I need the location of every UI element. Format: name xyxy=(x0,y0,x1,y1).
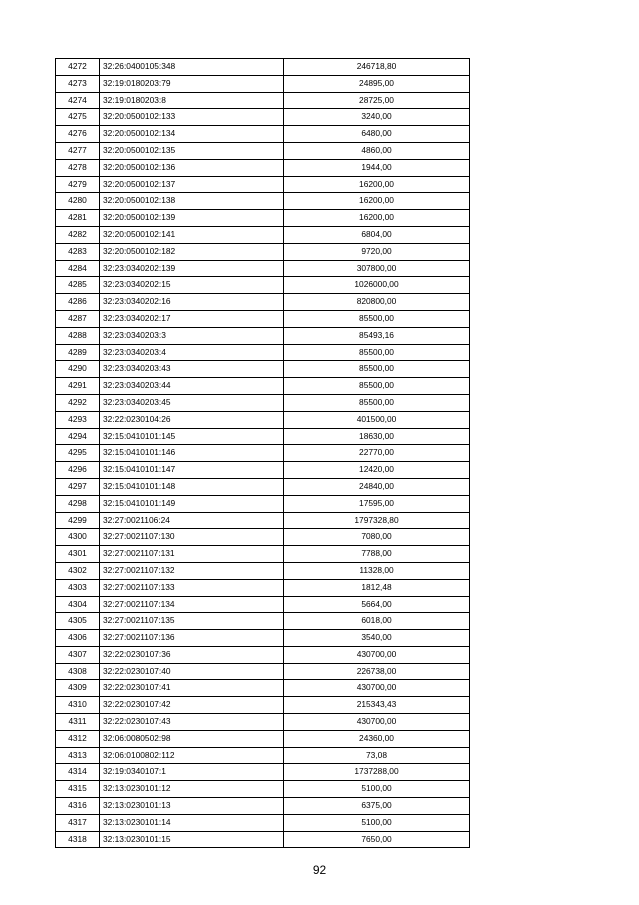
row-number-cell: 4281 xyxy=(56,210,100,227)
cadastral-number-cell: 32:23:0340202:15 xyxy=(100,277,284,294)
row-number-cell: 4312 xyxy=(56,730,100,747)
table-row xyxy=(56,730,470,747)
value-cell: 16200,00 xyxy=(284,210,470,227)
table-row xyxy=(56,529,470,546)
cadastral-number-cell: 32:27:0021107:134 xyxy=(100,596,284,613)
value-cell: 430700,00 xyxy=(284,714,470,731)
table-row xyxy=(56,495,470,512)
value-cell: 16200,00 xyxy=(284,176,470,193)
row-number-cell: 4289 xyxy=(56,344,100,361)
table-row xyxy=(56,92,470,109)
cadastral-number-cell: 32:27:0021107:135 xyxy=(100,613,284,630)
value-cell: 9720,00 xyxy=(284,243,470,260)
cadastral-number-cell: 32:15:0410101:146 xyxy=(100,445,284,462)
row-number-cell: 4293 xyxy=(56,411,100,428)
table-row xyxy=(56,210,470,227)
value-cell: 820800,00 xyxy=(284,294,470,311)
cadastral-number-cell: 32:26:0400105:348 xyxy=(100,59,284,76)
table-row xyxy=(56,277,470,294)
value-cell: 1737288,00 xyxy=(284,764,470,781)
table-row xyxy=(56,562,470,579)
row-number-cell: 4276 xyxy=(56,126,100,143)
row-number-cell: 4304 xyxy=(56,596,100,613)
cadastral-number-cell: 32:20:0500102:141 xyxy=(100,226,284,243)
table-row xyxy=(56,512,470,529)
row-number-cell: 4298 xyxy=(56,495,100,512)
cadastral-number-cell: 32:22:0230107:43 xyxy=(100,714,284,731)
table-row xyxy=(56,646,470,663)
table-row xyxy=(56,596,470,613)
cadastral-number-cell: 32:15:0410101:149 xyxy=(100,495,284,512)
cadastral-number-cell: 32:23:0340202:17 xyxy=(100,310,284,327)
cadastral-number-cell: 32:13:0230101:15 xyxy=(100,831,284,848)
row-number-cell: 4273 xyxy=(56,75,100,92)
row-number-cell: 4318 xyxy=(56,831,100,848)
value-cell: 430700,00 xyxy=(284,680,470,697)
cadastral-number-cell: 32:15:0410101:147 xyxy=(100,462,284,479)
table-row xyxy=(56,814,470,831)
row-number-cell: 4314 xyxy=(56,764,100,781)
value-cell: 3540,00 xyxy=(284,630,470,647)
table-row xyxy=(56,294,470,311)
value-cell: 6804,00 xyxy=(284,226,470,243)
row-number-cell: 4299 xyxy=(56,512,100,529)
cadastral-number-cell: 32:20:0500102:182 xyxy=(100,243,284,260)
table-row xyxy=(56,697,470,714)
value-cell: 4860,00 xyxy=(284,142,470,159)
row-number-cell: 4287 xyxy=(56,310,100,327)
value-cell: 18630,00 xyxy=(284,428,470,445)
table-row xyxy=(56,193,470,210)
table-row xyxy=(56,310,470,327)
row-number-cell: 4301 xyxy=(56,546,100,563)
row-number-cell: 4300 xyxy=(56,529,100,546)
row-number-cell: 4279 xyxy=(56,176,100,193)
row-number-cell: 4317 xyxy=(56,814,100,831)
value-cell: 85500,00 xyxy=(284,378,470,395)
value-cell: 7080,00 xyxy=(284,529,470,546)
cadastral-number-cell: 32:22:0230107:41 xyxy=(100,680,284,697)
value-cell: 6375,00 xyxy=(284,798,470,815)
table-row xyxy=(56,378,470,395)
value-cell: 1026000,00 xyxy=(284,277,470,294)
cadastral-number-cell: 32:23:0340203:44 xyxy=(100,378,284,395)
row-number-cell: 4274 xyxy=(56,92,100,109)
table-row xyxy=(56,781,470,798)
cadastral-number-cell: 32:20:0500102:133 xyxy=(100,109,284,126)
cadastral-number-cell: 32:13:0230101:14 xyxy=(100,814,284,831)
cadastral-number-cell: 32:27:0021107:136 xyxy=(100,630,284,647)
cadastral-number-cell: 32:27:0021107:131 xyxy=(100,546,284,563)
table-row xyxy=(56,109,470,126)
table-row xyxy=(56,159,470,176)
value-cell: 1797328,80 xyxy=(284,512,470,529)
value-cell: 73,08 xyxy=(284,747,470,764)
value-cell: 6480,00 xyxy=(284,126,470,143)
cadastral-number-cell: 32:22:0230107:40 xyxy=(100,663,284,680)
row-number-cell: 4282 xyxy=(56,226,100,243)
table-row xyxy=(56,243,470,260)
cadastral-number-cell: 32:19:0180203:8 xyxy=(100,92,284,109)
cadastral-number-cell: 32:20:0500102:134 xyxy=(100,126,284,143)
table-row xyxy=(56,260,470,277)
row-number-cell: 4291 xyxy=(56,378,100,395)
cadastral-number-cell: 32:15:0410101:148 xyxy=(100,478,284,495)
value-cell: 3240,00 xyxy=(284,109,470,126)
table-row xyxy=(56,428,470,445)
value-cell: 215343,43 xyxy=(284,697,470,714)
table-row xyxy=(56,394,470,411)
value-cell: 430700,00 xyxy=(284,646,470,663)
table-row xyxy=(56,630,470,647)
value-cell: 1944,00 xyxy=(284,159,470,176)
cadastral-number-cell: 32:20:0500102:135 xyxy=(100,142,284,159)
row-number-cell: 4315 xyxy=(56,781,100,798)
value-cell: 6018,00 xyxy=(284,613,470,630)
table-row xyxy=(56,126,470,143)
row-number-cell: 4308 xyxy=(56,663,100,680)
table-row xyxy=(56,142,470,159)
cadastral-number-cell: 32:06:0100802:112 xyxy=(100,747,284,764)
table-row xyxy=(56,680,470,697)
row-number-cell: 4310 xyxy=(56,697,100,714)
page-number: 92 xyxy=(312,863,327,877)
value-cell: 24840,00 xyxy=(284,478,470,495)
table-row xyxy=(56,831,470,848)
table-row xyxy=(56,361,470,378)
cadastral-number-cell: 32:06:0080502:98 xyxy=(100,730,284,747)
value-cell: 401500,00 xyxy=(284,411,470,428)
value-cell: 246718,80 xyxy=(284,59,470,76)
value-cell: 17595,00 xyxy=(284,495,470,512)
value-cell: 22770,00 xyxy=(284,445,470,462)
value-cell: 85500,00 xyxy=(284,344,470,361)
value-cell: 5100,00 xyxy=(284,814,470,831)
value-cell: 11328,00 xyxy=(284,562,470,579)
row-number-cell: 4278 xyxy=(56,159,100,176)
row-number-cell: 4292 xyxy=(56,394,100,411)
row-number-cell: 4290 xyxy=(56,361,100,378)
value-cell: 5100,00 xyxy=(284,781,470,798)
table-row xyxy=(56,327,470,344)
value-cell: 7788,00 xyxy=(284,546,470,563)
row-number-cell: 4305 xyxy=(56,613,100,630)
value-cell: 16200,00 xyxy=(284,193,470,210)
row-number-cell: 4311 xyxy=(56,714,100,731)
cadastral-number-cell: 32:27:0021107:130 xyxy=(100,529,284,546)
row-number-cell: 4309 xyxy=(56,680,100,697)
table-row xyxy=(56,344,470,361)
table-row xyxy=(56,411,470,428)
table-row xyxy=(56,445,470,462)
value-cell: 5664,00 xyxy=(284,596,470,613)
table-row xyxy=(56,546,470,563)
row-number-cell: 4283 xyxy=(56,243,100,260)
value-cell: 24895,00 xyxy=(284,75,470,92)
value-cell: 12420,00 xyxy=(284,462,470,479)
cadastral-number-cell: 32:23:0340202:139 xyxy=(100,260,284,277)
cadastral-number-cell: 32:20:0500102:138 xyxy=(100,193,284,210)
row-number-cell: 4297 xyxy=(56,478,100,495)
row-number-cell: 4302 xyxy=(56,562,100,579)
table-row xyxy=(56,462,470,479)
cadastral-number-cell: 32:23:0340203:4 xyxy=(100,344,284,361)
cadastral-number-cell: 32:27:0021107:133 xyxy=(100,579,284,596)
value-cell: 24360,00 xyxy=(284,730,470,747)
cadastral-number-cell: 32:20:0500102:137 xyxy=(100,176,284,193)
row-number-cell: 4295 xyxy=(56,445,100,462)
row-number-cell: 4316 xyxy=(56,798,100,815)
value-cell: 226738,00 xyxy=(284,663,470,680)
cadastral-number-cell: 32:19:0340107:1 xyxy=(100,764,284,781)
row-number-cell: 4303 xyxy=(56,579,100,596)
cadastral-number-cell: 32:27:0021106:24 xyxy=(100,512,284,529)
cadastral-number-cell: 32:13:0230101:13 xyxy=(100,798,284,815)
value-cell: 1812,48 xyxy=(284,579,470,596)
cadastral-number-cell: 32:15:0410101:145 xyxy=(100,428,284,445)
cadastral-number-cell: 32:23:0340203:43 xyxy=(100,361,284,378)
row-number-cell: 4294 xyxy=(56,428,100,445)
cadastral-number-cell: 32:22:0230104:26 xyxy=(100,411,284,428)
table-row xyxy=(56,478,470,495)
cadastral-number-cell: 32:22:0230107:36 xyxy=(100,646,284,663)
row-number-cell: 4284 xyxy=(56,260,100,277)
row-number-cell: 4275 xyxy=(56,109,100,126)
table-row xyxy=(56,176,470,193)
cadastral-number-cell: 32:23:0340203:45 xyxy=(100,394,284,411)
table-row xyxy=(56,75,470,92)
data-table xyxy=(55,58,470,848)
table-row xyxy=(56,226,470,243)
table-row xyxy=(56,798,470,815)
cadastral-number-cell: 32:27:0021107:132 xyxy=(100,562,284,579)
value-cell: 307800,00 xyxy=(284,260,470,277)
table-row xyxy=(56,613,470,630)
row-number-cell: 4277 xyxy=(56,142,100,159)
row-number-cell: 4286 xyxy=(56,294,100,311)
row-number-cell: 4296 xyxy=(56,462,100,479)
table-row xyxy=(56,764,470,781)
row-number-cell: 4307 xyxy=(56,646,100,663)
value-cell: 85500,00 xyxy=(284,310,470,327)
table-row xyxy=(56,714,470,731)
cadastral-number-cell: 32:23:0340202:16 xyxy=(100,294,284,311)
cadastral-number-cell: 32:19:0180203:79 xyxy=(100,75,284,92)
cadastral-number-cell: 32:23:0340203:3 xyxy=(100,327,284,344)
table-row xyxy=(56,663,470,680)
row-number-cell: 4313 xyxy=(56,747,100,764)
table-body xyxy=(56,59,470,848)
value-cell: 85500,00 xyxy=(284,361,470,378)
row-number-cell: 4306 xyxy=(56,630,100,647)
value-cell: 28725,00 xyxy=(284,92,470,109)
table-row xyxy=(56,579,470,596)
cadastral-number-cell: 32:20:0500102:136 xyxy=(100,159,284,176)
row-number-cell: 4272 xyxy=(56,59,100,76)
cadastral-number-cell: 32:22:0230107:42 xyxy=(100,697,284,714)
row-number-cell: 4280 xyxy=(56,193,100,210)
table-row xyxy=(56,747,470,764)
cadastral-number-cell: 32:20:0500102:139 xyxy=(100,210,284,227)
row-number-cell: 4288 xyxy=(56,327,100,344)
value-cell: 85493,16 xyxy=(284,327,470,344)
table-row xyxy=(56,59,470,76)
value-cell: 7650,00 xyxy=(284,831,470,848)
cadastral-number-cell: 32:13:0230101:12 xyxy=(100,781,284,798)
row-number-cell: 4285 xyxy=(56,277,100,294)
value-cell: 85500,00 xyxy=(284,394,470,411)
